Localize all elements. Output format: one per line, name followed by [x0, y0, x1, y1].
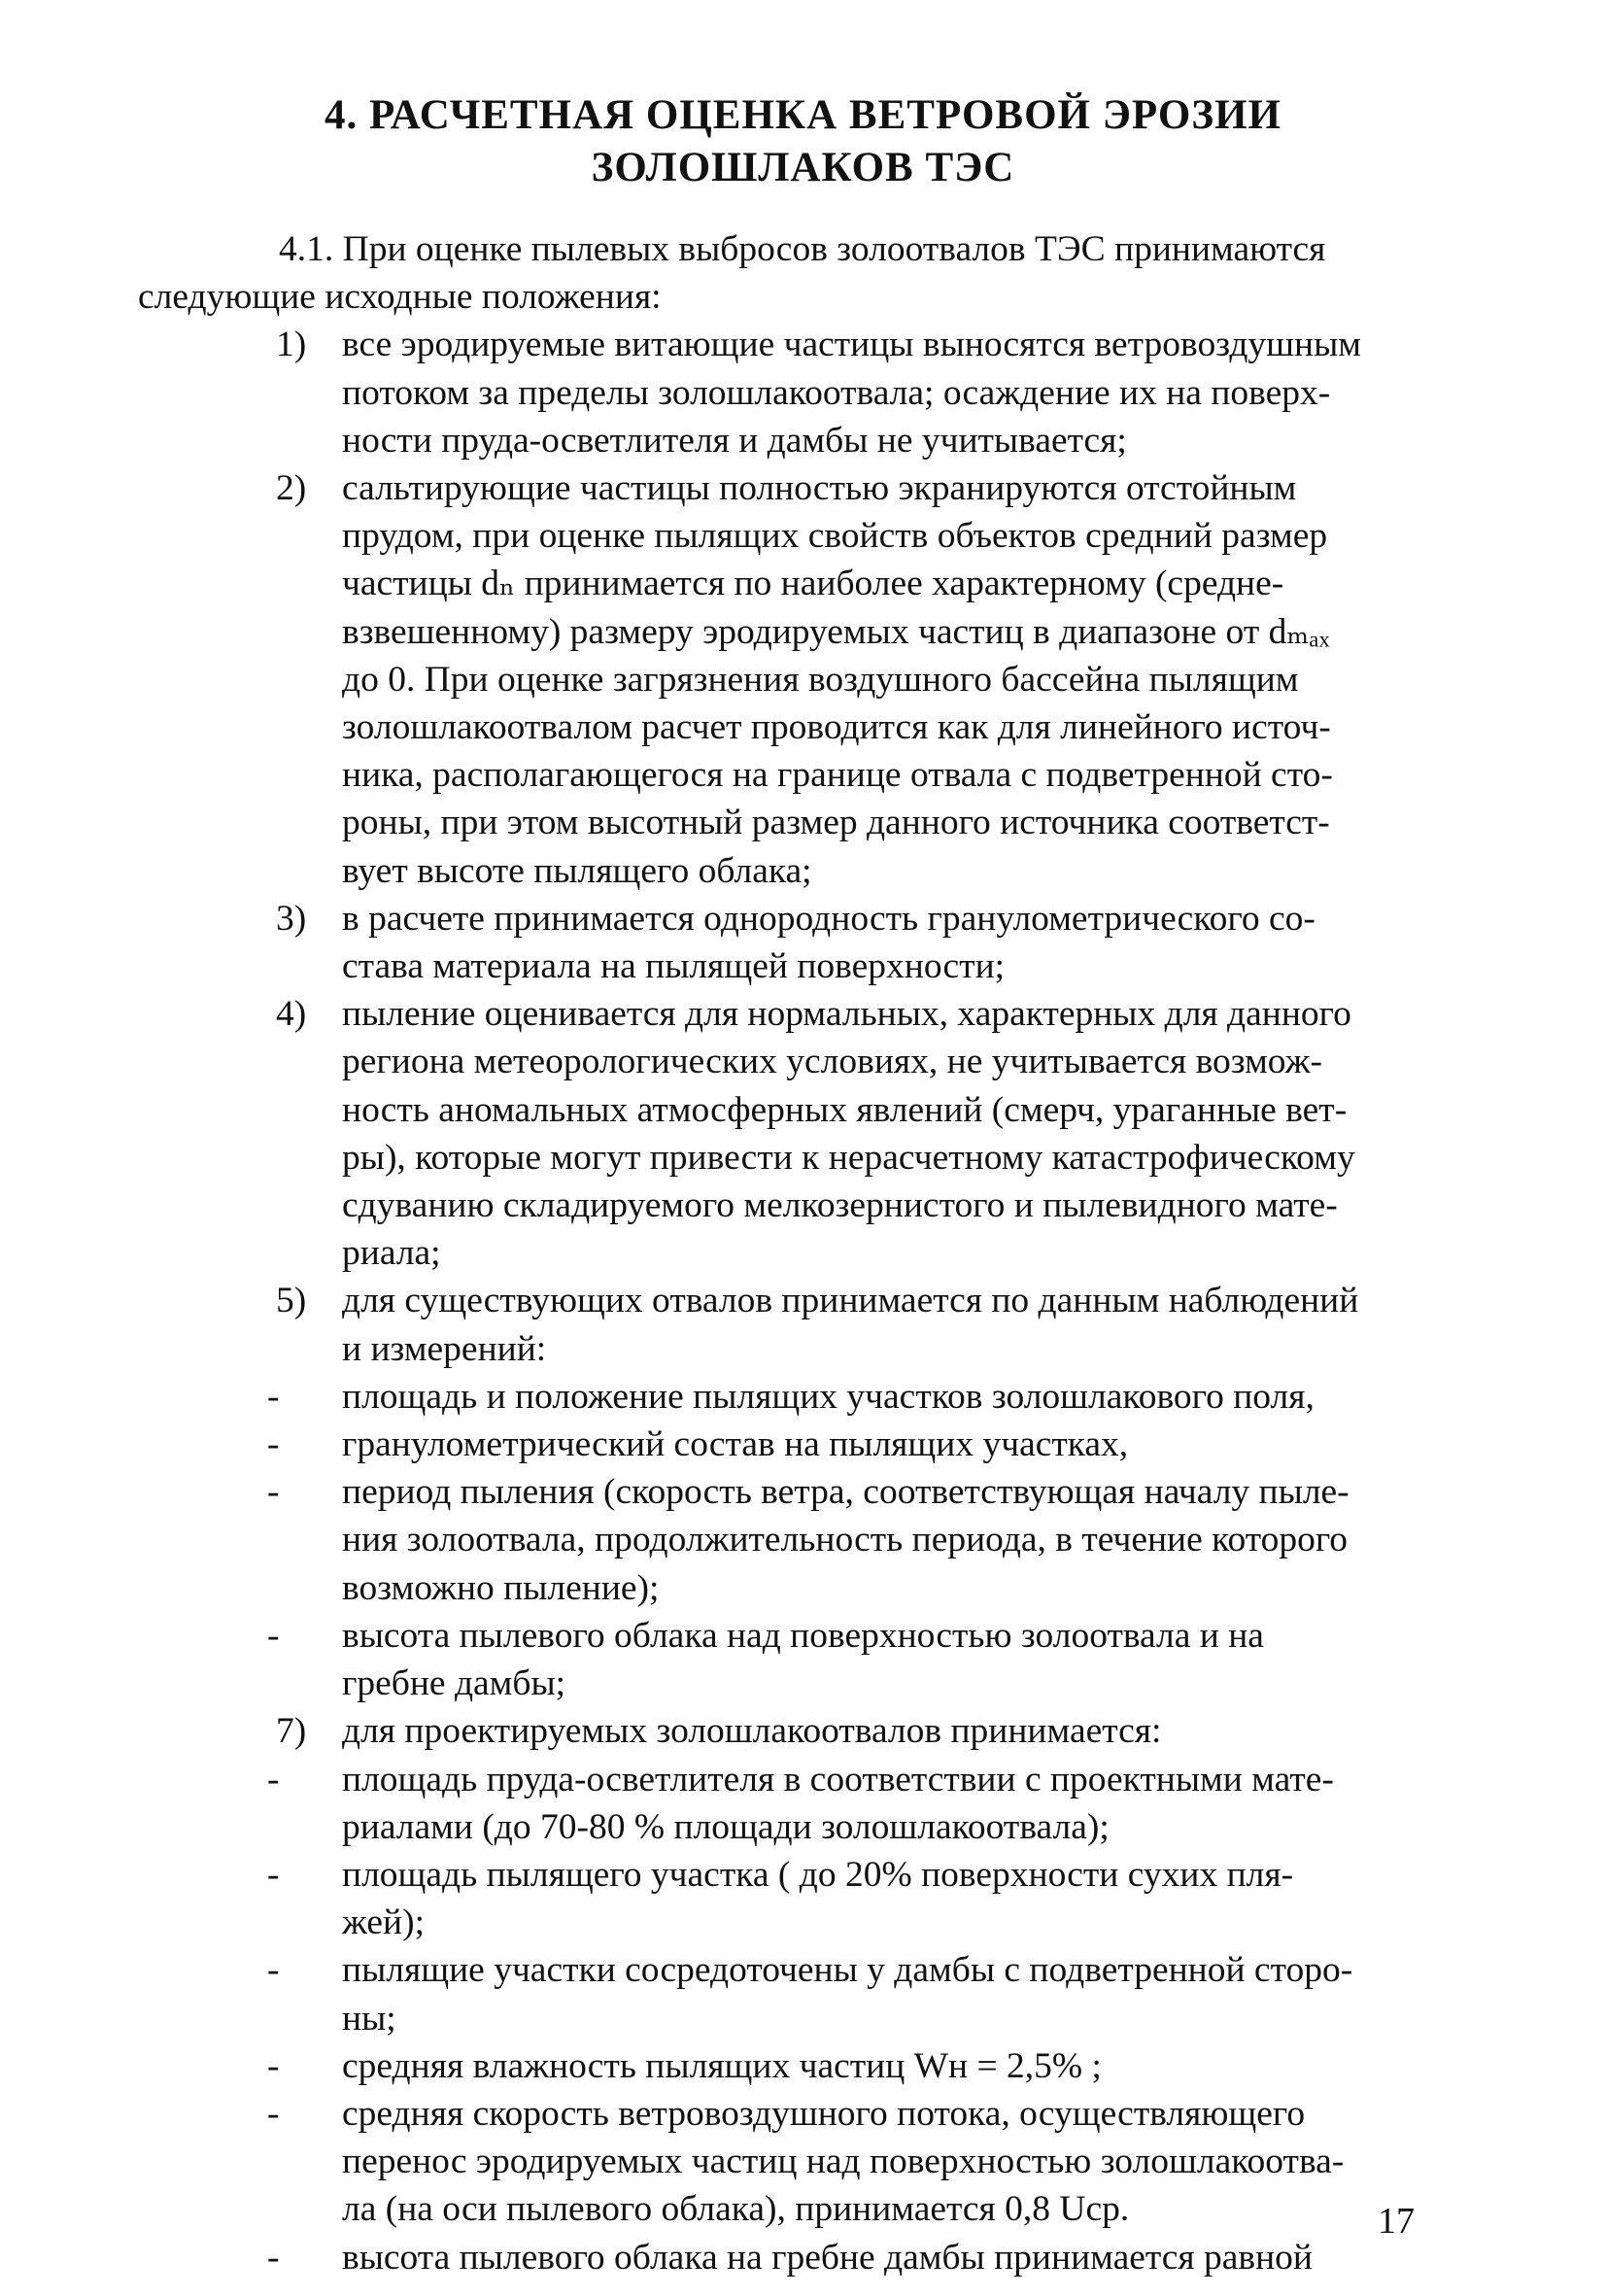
- list-marker: -: [267, 1759, 280, 1799]
- text-line: ла (на оси пылевого облака), принимается 0,8 Uср.: [342, 2189, 1130, 2230]
- list-marker: -: [267, 2045, 280, 2086]
- text-line: частицы dₙ принимается по наиболее характерному (средне-: [342, 564, 1284, 604]
- bullet-item: [138, 2090, 1479, 2234]
- text-line: и измерений:: [342, 1328, 547, 1369]
- text-line: в расчете принимается однородность гранулометрического со-: [342, 898, 1316, 939]
- numbered-item: [138, 990, 1479, 1277]
- list-item-text: [342, 321, 1479, 464]
- text-line: жей);: [342, 1902, 426, 1943]
- text-line: для проектируемых золошлакоотвалов принимается:: [342, 1711, 1162, 1752]
- text-line: ры), которые могут привести к нерасчетному катастрофическому: [342, 1137, 1355, 1178]
- text-line: риалами (до 70-80 % площади золошлакоотвала);: [342, 1806, 1110, 1847]
- text-line: средняя влажность пылящих частиц Wн = 2,5% ;: [342, 2045, 1102, 2086]
- text-line: гранулометрический состав на пылящих участках,: [342, 1424, 1129, 1465]
- bullet-item: [138, 1756, 1479, 1851]
- numbered-item: [138, 1277, 1479, 1372]
- list-item-text: [342, 464, 1479, 895]
- list-item-text: [342, 1612, 1479, 1707]
- list-item-text: [342, 2090, 1479, 2234]
- list-item-text: [342, 2042, 1479, 2090]
- text-line: до 0. При оценке загрязнения воздушного бассейна пылящим: [342, 659, 1299, 700]
- text-line: вует высоте пылящего облака;: [342, 850, 812, 891]
- list-marker: -: [267, 1376, 280, 1417]
- list-item-text: [342, 1756, 1479, 1851]
- text-line: ность аномальных атмосферных явлений (смерч, ураганные вет-: [342, 1089, 1348, 1130]
- text-line: региона метеорологических условиях, не учитывается возмож-: [342, 1042, 1323, 1082]
- text-line: сдуванию складируемого мелкозернистого и пылевидного мате-: [342, 1185, 1338, 1226]
- bullet-item: [138, 1851, 1479, 1946]
- intro-line-2: следующие исходные положения:: [138, 277, 662, 318]
- list-item-text: [342, 1277, 1479, 1372]
- section-title-line-2: ЗОЛОШЛАКОВ ТЭС: [591, 145, 1015, 190]
- text-line: пылящие участки сосредоточены у дамбы с подветренной сторо-: [342, 1950, 1353, 1991]
- text-line: роны, при этом высотный размер данного источника соответст-: [342, 803, 1330, 843]
- text-line: гребне дамбы;: [342, 1663, 566, 1704]
- list-item-text: [342, 1468, 1479, 1612]
- bullet-item: [138, 1468, 1479, 1612]
- list-marker: -: [267, 2093, 280, 2134]
- text-line: става материала на пылящей поверхности;: [342, 946, 1006, 987]
- text-line: золошлакоотвалом расчет проводится как для линейного источ-: [342, 707, 1331, 748]
- text-line: высота пылевого облака на гребне дамбы принимается равной: [342, 2237, 1314, 2278]
- text-line: перенос эродируемых частиц над поверхностью золошлакоотва-: [342, 2142, 1345, 2182]
- list-marker: 2): [276, 468, 307, 509]
- list-item-text: [342, 990, 1479, 1277]
- bullet-item: [138, 2234, 1479, 2281]
- text-line: прудом, при оценке пылящих свойств объектов средний размер: [342, 516, 1328, 557]
- intro-line-1: 4.1. При оценке пылевых выбросов золоотвалов ТЭС принимаются: [279, 229, 1326, 269]
- text-line: возможно пыление);: [342, 1567, 660, 1608]
- list-marker: 1): [276, 325, 307, 365]
- text-line: взвешенному) размеру эродируемых частиц в диапазоне от dₘₐₓ: [342, 611, 1330, 652]
- bullet-item: [138, 1373, 1479, 1421]
- text-line: сальтирующие частицы полностью экранируются отстойным: [342, 468, 1297, 509]
- list-marker: -: [267, 1950, 280, 1991]
- list-item-text: [342, 895, 1479, 990]
- list-marker: -: [267, 1472, 280, 1513]
- bullet-item: [138, 1946, 1479, 2041]
- text-line: для существующих отвалов принимается по данным наблюдений: [342, 1281, 1359, 1321]
- list-marker: -: [267, 2237, 280, 2278]
- text-line: все эродируемые витающие частицы выносятся ветровоздушным: [342, 325, 1362, 365]
- list-marker: 5): [276, 1281, 307, 1321]
- numbered-item: [138, 1707, 1479, 1755]
- text-line: ности пруда-осветлителя и дамбы не учитывается;: [342, 420, 1127, 461]
- list-item-text: [342, 1946, 1479, 2041]
- text-line: ния золоотвала, продолжительность периода, в течение которого: [342, 1520, 1349, 1560]
- list-item-text: [342, 1851, 1479, 1946]
- numbered-item: [138, 895, 1479, 990]
- list-marker: 7): [276, 1711, 307, 1752]
- list-item-text: [342, 2234, 1479, 2281]
- list-marker: 3): [276, 898, 307, 939]
- intro-paragraph: [138, 225, 1479, 321]
- list-item-text: [342, 1373, 1479, 1421]
- text-line: потоком за пределы золошлакоотвала; осаждение их на поверх-: [342, 372, 1331, 413]
- text-line: риала;: [342, 1233, 441, 1274]
- provisions-list: [138, 321, 1479, 2280]
- text-line: ны;: [342, 1998, 396, 2039]
- bullet-item: [138, 1421, 1479, 1468]
- list-marker: -: [267, 1854, 280, 1895]
- list-marker: 4): [276, 994, 307, 1035]
- bullet-item: [138, 1612, 1479, 1707]
- numbered-item: [138, 464, 1479, 895]
- text-line: средняя скорость ветровоздушного потока, осуществляющего: [342, 2093, 1306, 2134]
- text-line: площадь пруда-осветлителя в соответствии с проектными мате-: [342, 1759, 1334, 1799]
- text-line: высота пылевого облака над поверхностью золоотвала и на: [342, 1615, 1264, 1656]
- text-line: площадь и положение пылящих участков золошлакового поля,: [342, 1376, 1315, 1417]
- list-item-text: [342, 1707, 1479, 1755]
- numbered-item: [138, 321, 1479, 464]
- page-number: 17: [1378, 2201, 1415, 2242]
- section-title-line-1: 4. РАСЧЕТНАЯ ОЦЕНКА ВЕТРОВОЙ ЭРОЗИИ: [325, 92, 1281, 138]
- text-line: ника, располагающегося на границе отвала с подветренной сто-: [342, 755, 1333, 796]
- list-marker: -: [267, 1424, 280, 1465]
- list-item-text: [342, 1421, 1479, 1468]
- section-title: [0, 89, 1606, 194]
- text-line: период пыления (скорость ветра, соответствующая началу пыле-: [342, 1472, 1350, 1513]
- document-body: [138, 225, 1479, 2281]
- text-line: площадь пылящего участка ( до 20% поверхности сухих пля-: [342, 1854, 1294, 1895]
- bullet-item: [138, 2042, 1479, 2090]
- text-line: пыление оценивается для нормальных, характерных для данного: [342, 994, 1351, 1035]
- list-marker: -: [267, 1615, 280, 1656]
